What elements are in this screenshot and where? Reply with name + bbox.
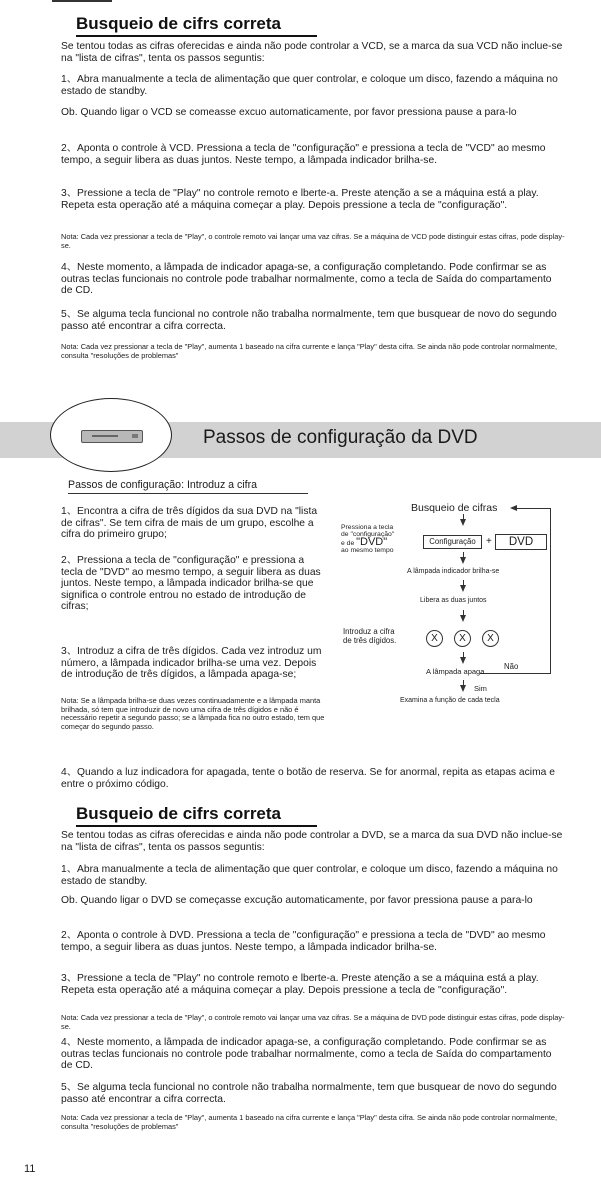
flow-lamp-off: A lâmpada apaga: [426, 667, 485, 676]
top-rule: [52, 0, 112, 2]
flow-plus: +: [486, 536, 492, 547]
flow-release: Libera as duas juntos: [420, 597, 487, 604]
flow-arrow-6-head: [460, 685, 466, 692]
flow-config-button: Configuração: [423, 535, 482, 549]
vcd-step-4: 4、Neste momento, a lâmpada de indicador apaga-se, a configuração completando. Pode confirmar se as outras teclas funcionais no controle pode trabalhar normalmente, como a tecla de Saída do compartamento de CD.: [61, 262, 552, 297]
dvd-heading-underline: [76, 825, 317, 827]
flow-press-line-3: e de: [341, 539, 355, 547]
dvd-setup-step-4: 4、Quando a luz indicadora for apagada, tente o botão de reserva. Se for anormal, repita as etapas acima e entre o próximo código.: [61, 767, 555, 790]
flow-press-line-1: Pressiona a tecla: [341, 524, 394, 531]
flow-press-label: [341, 524, 394, 555]
flow-press-line-4: ao mesmo tempo: [341, 547, 394, 555]
dvd-setup-step-1: 1、Encontra a cifra de três dígidos da sua DVD na "lista de cifras". Se tem cifra de mais de um grupo, escolhe a cifra do primeiro grupo;: [61, 506, 318, 541]
dvd-note-1: Nota: Cada vez pressionar a tecla de "Play", o controle remoto vai lançar uma vaz cifras. Se a máquina de DVD pode distinguir estas cifras, pode display-se.: [61, 1013, 565, 1031]
vcd-note-2: Nota: Cada vez pressionar a tecla de "Play", aumenta 1 baseado na cifra currente e lança "Play" desta cifra. Se ainda não pode controlar normalmente, consulta "resoluções de problemas": [61, 342, 558, 360]
flow-check: Examina a função de cada tecla: [400, 697, 500, 704]
vcd-step-1: 1、Abra manualmente a tecla de alimentação que quer controlar, e coloque um disco, fazendo a máquina no estado de standby.: [61, 74, 558, 97]
dvd-intro: Se tentou todas as cifras oferecidas e ainda não pode controlar a DVD, se a marca da sua DVD não inclue-se na "lista de cifras", tenta os passos seguntis:: [61, 830, 563, 853]
dvd-setup-step-3: 3、Introduz a cifra de três dígidos. Cada vez introduz um número, a lâmpada indicador brilha-se uma vez. Depois de introdução de três dígidos, a lâmpada apaga-se;: [61, 646, 322, 681]
dvd-steps-subheading-underline: [68, 493, 308, 494]
dvd-player-illustration: [50, 398, 172, 472]
vcd-note-1: Nota: Cada vez pressionar a tecla de "Play", o controle remoto vai lançar uma vaz cifras. Se a máquina de VCD pode distinguir estas cifras, pode display-se.: [61, 232, 565, 250]
dvd-setup-note: Nota: Se a lâmpada brilha-se duas vezes continuadamente e a lâmpada manta brilhada, só tem que introduzir de novo uma cifra de três dígidos e não é necessário repetir a segundo passo; se a lâmpada fica no outro estado, tem que começar do segundo passo.: [61, 696, 325, 732]
page-number: 11: [24, 1163, 36, 1175]
flow-digit-3: X: [482, 630, 499, 647]
dvd-steps-subheading-text: Passos de configuração: Introduz a cifra: [68, 479, 258, 491]
flow-return-right: [550, 508, 551, 673]
flow-arrow-2-head: [460, 557, 466, 564]
flow-return-top: [516, 508, 551, 509]
dvd-steps-subheading: [68, 479, 308, 494]
flow-enter-line-2: de três dígidos.: [343, 636, 397, 645]
vcd-ob: Ob. Quando ligar o VCD se comeasse excuo automaticamente, por favor pressiona pause a para-lo: [61, 107, 517, 118]
flow-return-bottom: [480, 673, 551, 674]
vcd-intro: Se tentou todas as cifras oferecidas e ainda não pode controlar a VCD, se a marca da sua VCD não inclue-se na "lista de cifras", tenta os passos seguntis:: [61, 41, 563, 64]
vcd-heading-text: Busqueio de cifrs correta: [76, 14, 282, 33]
flow-enter-line-1: Introduz a cifra: [343, 627, 395, 636]
flow-lamp-on: A lâmpada indicador brilha-se: [407, 568, 500, 575]
vcd-step-5: 5、Se alguma tecla funcional no controle não trabalha normalmente, tem que busquear de novo do segundo passo até encontrar a cifra correcta.: [61, 309, 557, 332]
flow-title: Busqueio de cifras: [411, 502, 498, 514]
dvd-player-icon: [81, 430, 143, 443]
flow-no: Não: [504, 662, 519, 671]
flow-arrow-3-head: [460, 585, 466, 592]
dvd-setup-step-2: 2、Pressiona a tecla de "configuração" e pressiona a tecla de "DVD" ao mesmo tempo, a seguir libera as duas juntos. Neste tempo, a lâmpada indicador brilha-se que significa o controle entrou no estado de introdução de cifras;: [61, 555, 321, 613]
dvd-step-5: 5、Se alguma tecla funcional no controle não trabalha normalmente, tem que busquear de novo do segundo passo até encontrar a cifra correcta.: [61, 1082, 557, 1105]
dvd-note-2: Nota: Cada vez pressionar a tecla de "Play", aumenta 1 baseado na cifra currente e lança "Play" desta cifra. Se ainda não pode controlar normalmente, consulta "resoluções de problemas": [61, 1113, 558, 1131]
vcd-heading-underline: [76, 35, 317, 37]
flow-return-arrow: [510, 505, 517, 511]
dvd-heading-text: Busqueio de cifrs correta: [76, 804, 282, 823]
dvd-ob: Ob. Quando ligar o DVD se começasse excução automaticamente, por favor pressiona pause a para-lo: [61, 895, 533, 906]
vcd-heading: [76, 14, 317, 37]
flow-arrow-5-head: [460, 657, 466, 664]
vcd-step-3: 3、Pressione a tecla de "Play" no controle remoto e lberte-a. Preste atenção a se a máquina está a play. Repeta esta operação até a máquina começar a play. Depois pressione a tecla de "configuração".: [61, 188, 539, 211]
flow-enter-label: [343, 627, 396, 645]
flow-arrow-1-head: [460, 519, 466, 526]
dvd-step-3: 3、Pressione a tecla de "Play" no controle remoto e lberte-a. Preste atenção a se a máquina está a play. Repeta esta operação até a máquina começar a play. Depois pressione a tecla de "configuração".: [61, 973, 539, 996]
flow-yes: Sim: [474, 684, 487, 693]
dvd-step-1: 1、Abra manualmente a tecla de alimentação que quer controlar, e coloque um disco, fazendo a máquina no estado de standby.: [61, 864, 558, 887]
dvd-step-4: 4、Neste momento, a lâmpada de indicador apaga-se, a configuração completando. Pode confirmar se as outras teclas funcionais no controle pode trabalhar normalmente, como a tecla de Saída do compartamento de CD.: [61, 1037, 552, 1072]
dvd-heading: [76, 804, 317, 827]
flow-arrow-4-head: [460, 615, 466, 622]
flow-press-dvd: "DVD": [356, 535, 388, 548]
vcd-step-2: 2、Aponta o controle à VCD. Pressiona a tecla de "configuração" e pressiona a tecla de "VCD" ao mesmo tempo, a seguir libera as duas juntos. Neste tempo, a lâmpada indicador brilha-se.: [61, 143, 546, 166]
flow-press-line-2: de "configuração": [341, 531, 395, 539]
dvd-banner-title: Passos de configuração da DVD: [203, 427, 478, 448]
flow-digit-1: X: [426, 630, 443, 647]
flow-digit-2: X: [454, 630, 471, 647]
flow-dvd-button: DVD: [495, 534, 547, 550]
dvd-step-2: 2、Aponta o controle à DVD. Pressiona a tecla de "configuração" e pressiona a tecla de "DVD" ao mesmo tempo, a seguir libera as duas juntos. Neste tempo, a lâmpada indicador brilha-se.: [61, 930, 546, 953]
